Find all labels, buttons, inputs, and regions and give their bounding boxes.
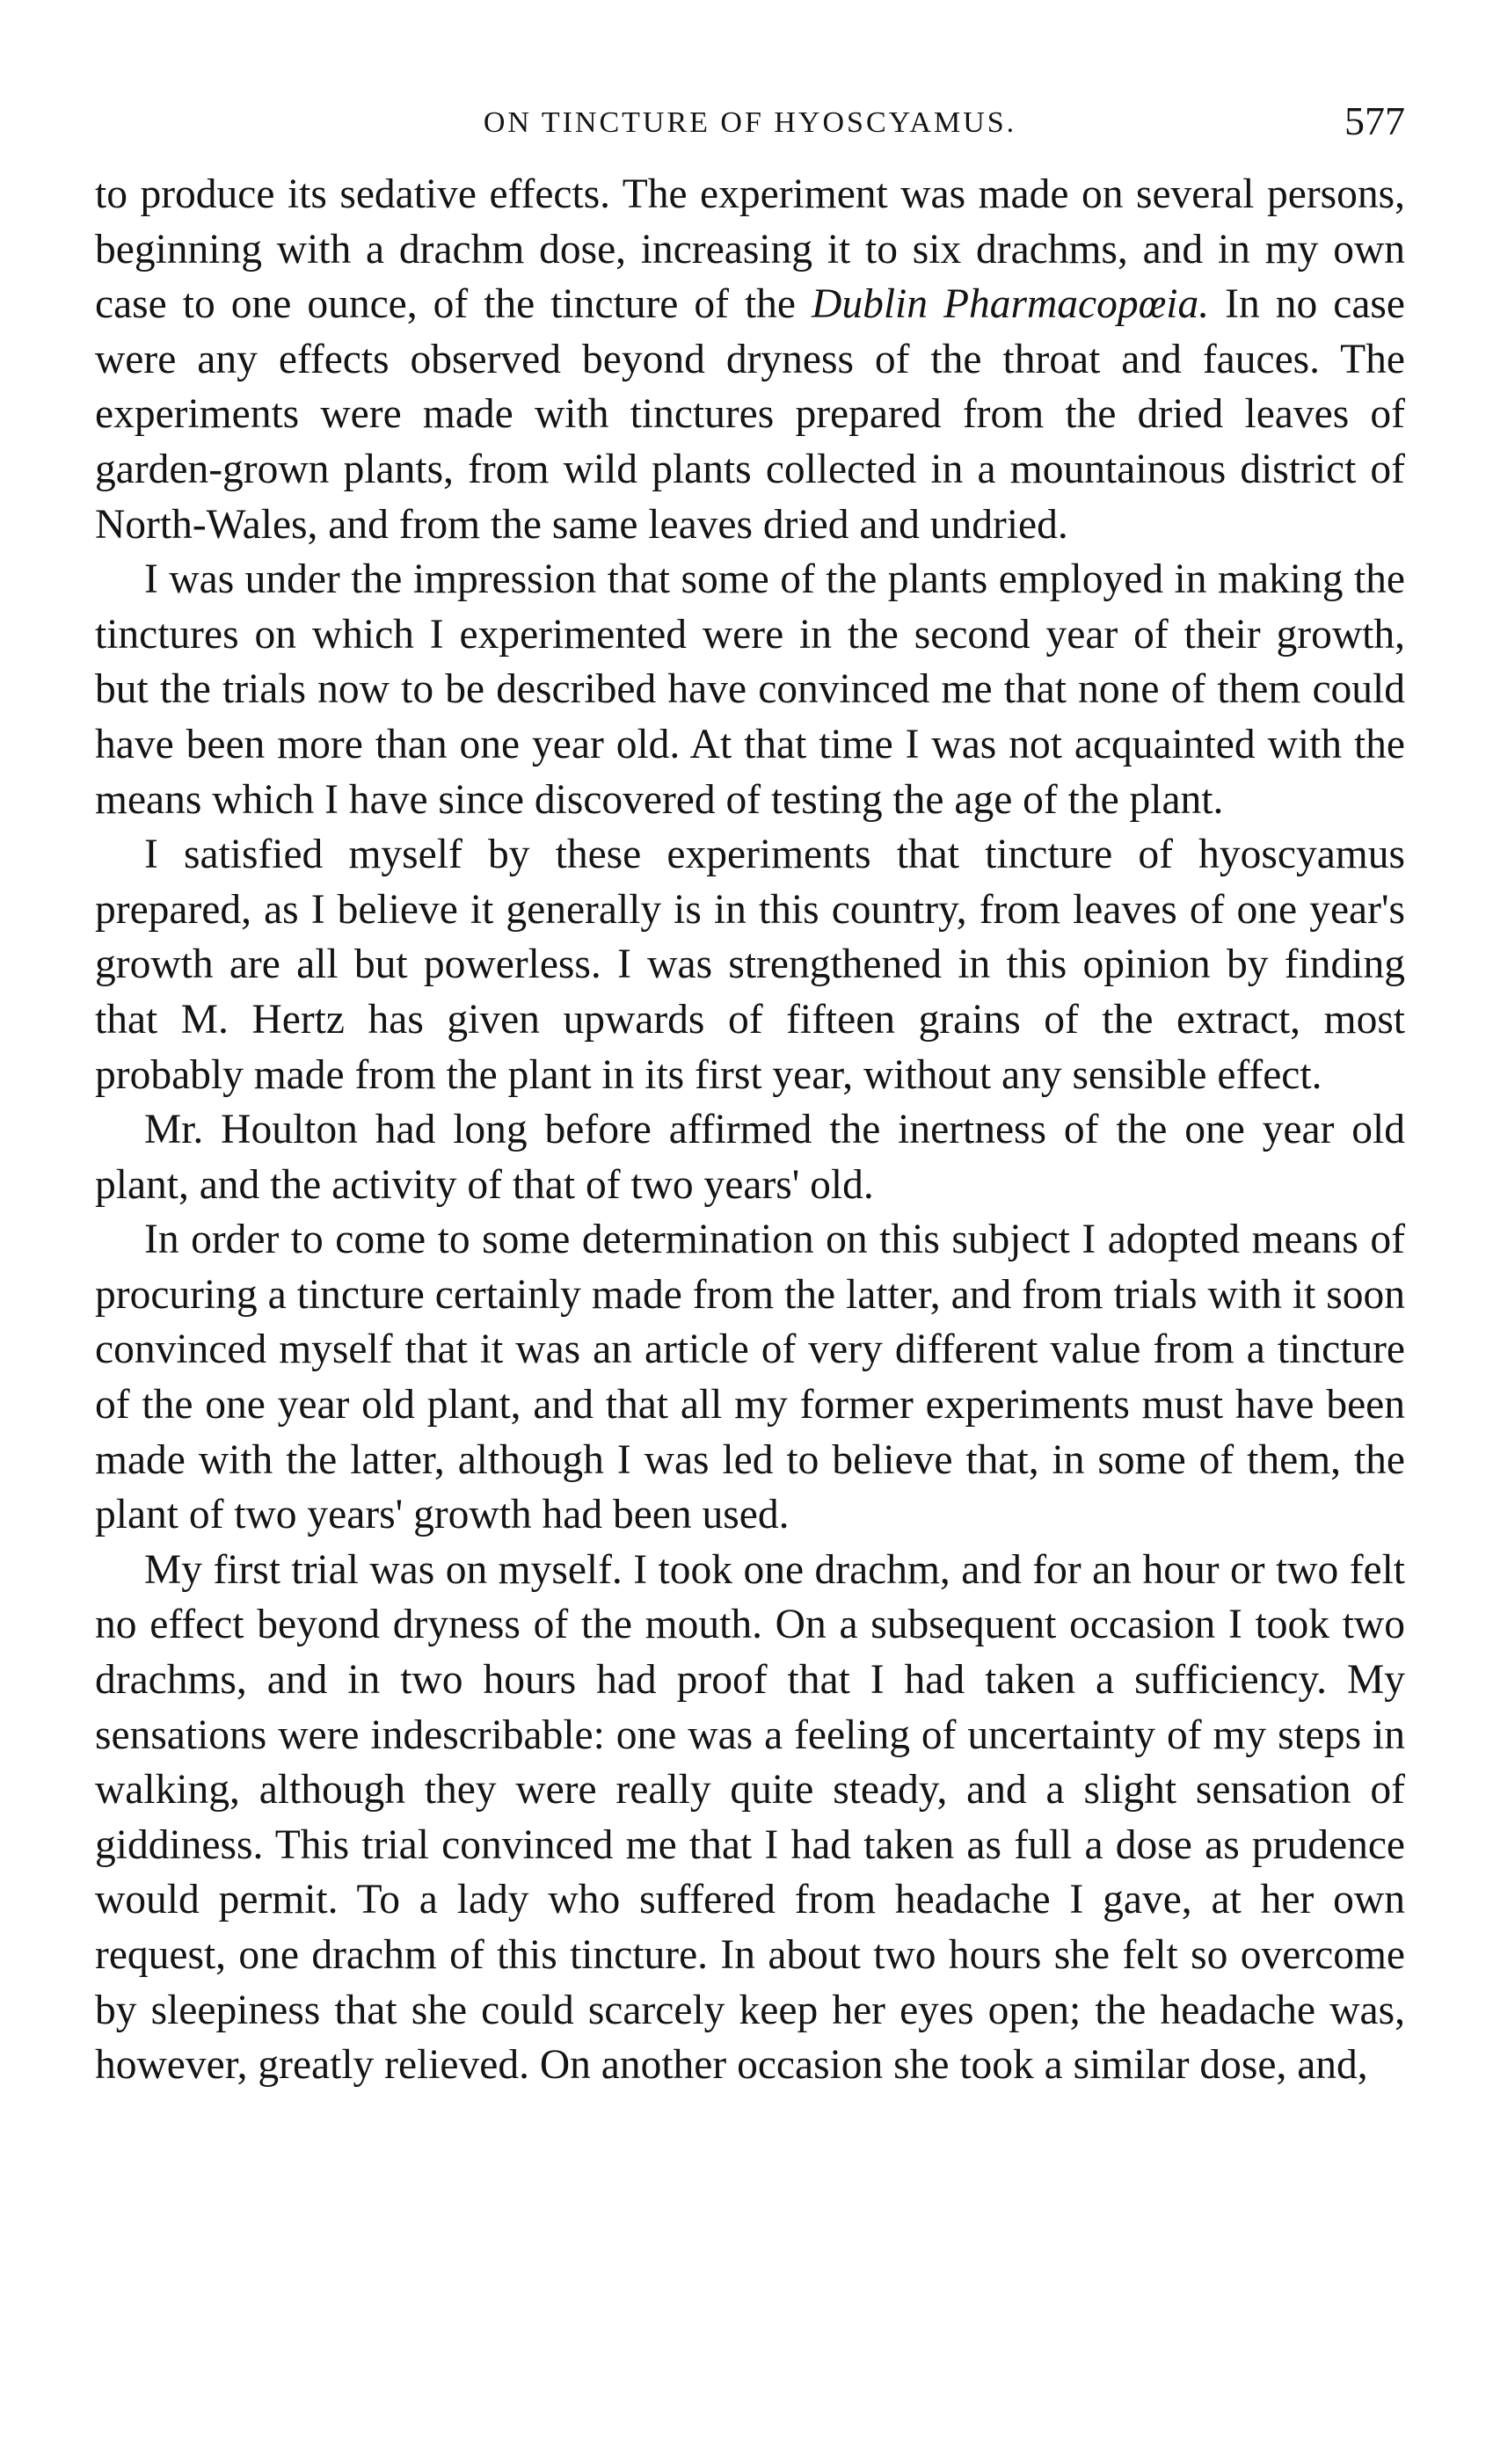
paragraph-1: [95, 167, 1405, 552]
paragraph-1-text-before: to produce its sedative effects. The experiment was made on several persons, beginning with a drachm dose, increasing it to six drachms, and in my own case to one ounce, of the tincture of the: [95, 171, 1405, 328]
running-title: ON TINCTURE OF HYOSCYAMUS.: [483, 106, 1017, 139]
paragraph-1-text-after: In no case were any effects observed beyond dryness of the throat and fauces. The experiments were made with tinctures prepared from the dried leaves of garden-grown plants, from wild plants collected in a mountainous district of North-Wales, and from the same leaves dried and undried.: [95, 281, 1405, 548]
page-number: 577: [1344, 98, 1405, 143]
pharmacopoeia-title: Dublin Pharmacopœia.: [812, 281, 1210, 328]
body-text: [95, 167, 1405, 2093]
paragraph-6: My first trial was on myself. I took one drachm, and for an hour or two felt no effect beyond dryness of the mouth. On a subsequent occasion I took two drachms, and in two hours had proof that I had taken a sufficiency. My sensations were indescribable: one was a feeling of uncertainty of my steps in walking, although they were really quite steady, and a slight sensation of giddiness. This trial convinced me that I had taken as full a dose as prudence would permit. To a lady who suffered from headache I gave, at her own request, one drachm of this tincture. In about two hours she felt so overcome by sleepiness that she could scarcely keep her eyes open; the headache was, however, greatly relieved. On another occasion she took a similar dose, and,: [95, 1546, 1405, 2089]
book-page: [95, 98, 1405, 2093]
running-header: [95, 98, 1405, 167]
paragraph-5: In order to come to some determination on this subject I adopted means of procuring a tincture certainly made from the latter, and from trials with it soon convinced myself that it was an article of very different value from a tincture of the one year old plant, and that all my former experiments must have been made with the latter, although I was led to believe that, in some of them, the plant of two years' growth had been used.: [95, 1217, 1405, 1538]
paragraph-3: I satisfied myself by these experiments that tincture of hyoscyamus prepared, as I believe it generally is in this country, from leaves of one year's growth are all but powerless. I was strengthened in this opinion by finding that M. Hertz has given upwards of fifteen grains of the extract, most probably made from the plant in its first year, without any sensible effect.: [95, 832, 1405, 1098]
paragraph-4: Mr. Houlton had long before affirmed the inertness of the one year old plant, and the activity of that of two years' old.: [95, 1107, 1405, 1208]
paragraph-2: I was under the impression that some of the plants employed in making the tinctures on which I experimented were in the second year of their growth, but the trials now to be described have convinced me that none of them could have been more than one year old. At that time I was not acquainted with the means which I have since discovered of testing the age of the plant.: [95, 556, 1405, 823]
